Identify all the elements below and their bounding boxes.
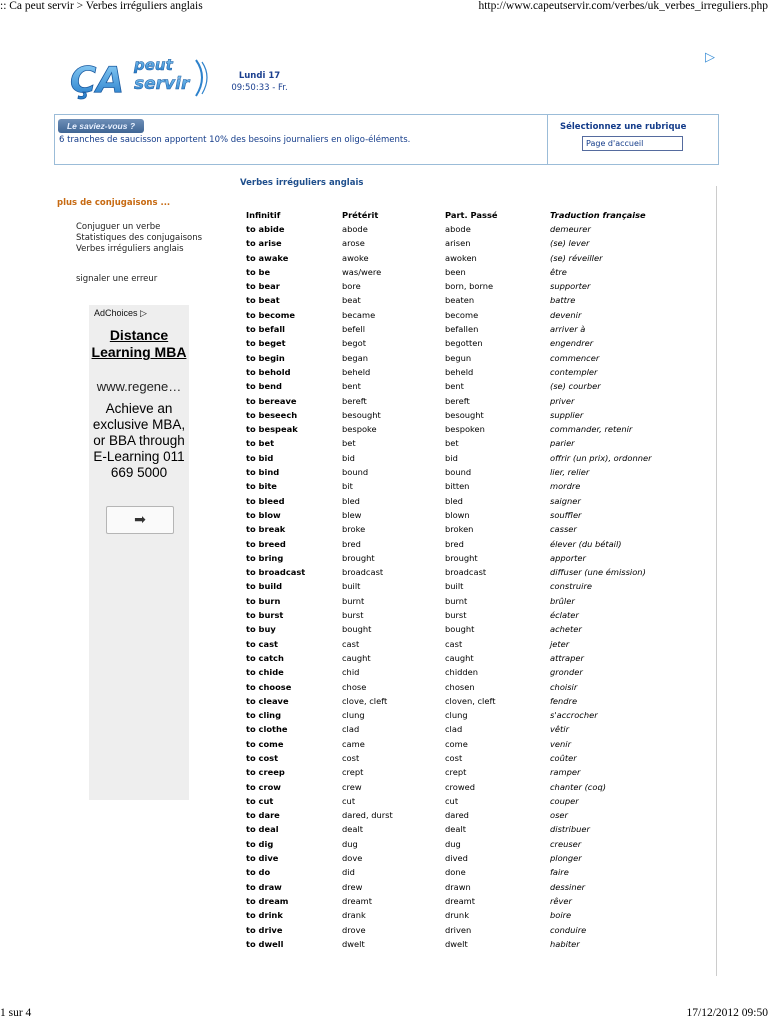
sidebar-ad[interactable]	[89, 305, 189, 800]
ad-headline[interactable]: Distance Learning MBA	[91, 327, 187, 360]
current-time: 09:50:33 - Fr.	[231, 83, 288, 93]
table-body	[242, 222, 682, 951]
cell-traduction: fendre	[550, 695, 578, 706]
table-row	[242, 808, 682, 822]
cell-participe: dealt	[445, 824, 467, 835]
cell-preterit: abode	[342, 224, 368, 234]
cell-preterit: dealt	[342, 824, 364, 835]
table-row	[242, 279, 682, 293]
cell-participe: bought	[445, 624, 475, 635]
cell-participe: bereft	[445, 395, 470, 406]
cell-traduction: chanter (coq)	[550, 781, 606, 792]
table-row	[242, 351, 682, 365]
cell-traduction: lier, relier	[550, 467, 590, 478]
cell-preterit: cost	[342, 752, 360, 763]
cell-preterit: begot	[342, 338, 366, 349]
cell-traduction: couper	[550, 795, 579, 806]
cell-participe: built	[445, 581, 464, 592]
cell-participe: begotten	[445, 338, 483, 349]
cell-traduction: priver	[550, 395, 575, 406]
cell-traduction: demeurer	[550, 224, 591, 234]
cell-participe: driven	[445, 924, 472, 935]
table-row	[242, 765, 682, 779]
cell-traduction: faire	[550, 867, 569, 878]
cell-infinitif: to dig	[246, 838, 274, 849]
cell-participe: abode	[445, 224, 471, 234]
cell-traduction: acheter	[550, 624, 582, 635]
column-header-participe: Part. Passé	[445, 209, 498, 220]
table-row	[242, 780, 682, 794]
cell-traduction: choisir	[550, 681, 578, 692]
cell-participe: broadcast	[445, 567, 487, 578]
cell-preterit: burst	[342, 610, 364, 621]
table-row	[242, 465, 682, 479]
table-row	[242, 594, 682, 608]
cell-participe: born, borne	[445, 281, 494, 292]
table-row	[242, 537, 682, 551]
table-row	[242, 751, 682, 765]
cell-traduction: offrir (un prix), ordonner	[550, 452, 652, 463]
cell-traduction: venir	[550, 738, 571, 749]
cell-preterit: clung	[342, 710, 365, 721]
cell-preterit: besought	[342, 409, 381, 420]
table-row	[242, 365, 682, 379]
table-row	[242, 880, 682, 894]
cell-infinitif: to bet	[246, 438, 275, 449]
cell-traduction: (se) courber	[550, 381, 601, 392]
table-row	[242, 894, 682, 908]
cell-preterit: began	[342, 352, 368, 363]
cell-preterit: bore	[342, 281, 361, 292]
svg-text:ÇA: ÇA	[70, 60, 125, 101]
cell-traduction: parier	[550, 438, 575, 449]
cell-traduction: boire	[550, 910, 572, 921]
cell-traduction: saigner	[550, 495, 581, 506]
cell-participe: burnt	[445, 595, 468, 606]
did-you-know-fact: 6 tranches de saucisson apportent 10% des besoins journaliers en oligo-éléments.	[59, 135, 411, 145]
table-row	[242, 222, 682, 236]
svg-text:peut: peut	[134, 56, 173, 74]
cell-infinitif: to draw	[246, 881, 282, 892]
cell-preterit: beheld	[342, 366, 371, 377]
table-row	[242, 937, 682, 951]
cell-traduction: commander, retenir	[550, 424, 633, 435]
table-row	[242, 822, 682, 836]
cell-infinitif: to bereave	[246, 395, 297, 406]
cell-infinitif: to bite	[246, 481, 277, 492]
cell-infinitif: to deal	[246, 824, 279, 835]
cell-preterit: bought	[342, 624, 372, 635]
cell-infinitif: to come	[246, 738, 284, 749]
column-header-preterit: Prétérit	[342, 209, 379, 220]
cell-infinitif: to bleed	[246, 495, 285, 506]
cell-traduction: construire	[550, 581, 592, 592]
table-row	[242, 722, 682, 736]
table-row	[242, 551, 682, 565]
cell-traduction: vêtir	[550, 724, 569, 735]
cell-preterit: clove, cleft	[342, 695, 388, 706]
print-datetime: 17/12/2012 09:50	[686, 1007, 768, 1019]
cell-traduction: casser	[550, 524, 577, 535]
table-row	[242, 608, 682, 622]
cell-participe: drawn	[445, 881, 471, 892]
cell-traduction: supporter	[550, 281, 591, 292]
table-row	[242, 694, 682, 708]
cell-preterit: built	[342, 581, 361, 592]
table-row	[242, 737, 682, 751]
cell-participe: brought	[445, 552, 478, 563]
cell-preterit: became	[342, 309, 376, 320]
cell-participe: dreamt	[445, 895, 476, 906]
cell-infinitif: to break	[246, 524, 286, 535]
cell-participe: dwelt	[445, 938, 468, 949]
cell-participe: blown	[445, 509, 470, 520]
cell-infinitif: to do	[246, 867, 271, 878]
cell-participe: been	[445, 266, 466, 277]
cell-preterit: bereft	[342, 395, 367, 406]
table-row	[242, 708, 682, 722]
cell-infinitif: to drive	[246, 924, 283, 935]
cell-infinitif: to awake	[246, 252, 289, 263]
cell-participe: cut	[445, 795, 459, 806]
cell-participe: beaten	[445, 295, 475, 306]
table-row	[242, 251, 682, 265]
cell-preterit: broke	[342, 524, 366, 535]
table-row	[242, 622, 682, 636]
cell-infinitif: to befall	[246, 324, 286, 335]
cell-traduction: arriver à	[550, 324, 586, 335]
cell-infinitif: to blow	[246, 509, 281, 520]
cell-preterit: bled	[342, 495, 360, 506]
cell-preterit: bet	[342, 438, 356, 449]
cell-preterit: bound	[342, 467, 369, 478]
cell-traduction: devenir	[550, 309, 582, 320]
cell-infinitif: to catch	[246, 652, 284, 663]
cell-participe: cast	[445, 638, 463, 649]
table-row	[242, 322, 682, 336]
cell-infinitif: to clothe	[246, 724, 288, 735]
table-row	[242, 308, 682, 322]
cell-infinitif: to broadcast	[246, 567, 306, 578]
sidebar-link-statistiques[interactable]: Statistiques des conjugaisons	[76, 233, 203, 243]
print-url: http://www.capeutservir.com/verbes/uk_verbes_irreguliers.php	[478, 0, 768, 12]
cell-infinitif: to cling	[246, 710, 282, 721]
cell-infinitif: to burn	[246, 595, 281, 606]
cell-traduction: diffuser (une émission)	[550, 567, 646, 578]
cell-infinitif: to choose	[246, 681, 292, 692]
column-header-traduction: Traduction française	[550, 209, 646, 220]
cell-participe: bred	[445, 538, 464, 549]
cell-preterit: crew	[342, 781, 362, 792]
table-row	[242, 494, 682, 508]
cell-participe: come	[445, 738, 468, 749]
table-row	[242, 923, 682, 937]
cell-infinitif: to breed	[246, 538, 286, 549]
cell-preterit: came	[342, 738, 365, 749]
table-header-row	[242, 207, 682, 222]
cell-infinitif: to cast	[246, 638, 278, 649]
cell-infinitif: to beget	[246, 338, 286, 349]
table-row	[242, 479, 682, 493]
cell-participe: caught	[445, 652, 474, 663]
cell-infinitif: to arise	[246, 238, 282, 249]
cell-participe: bled	[445, 495, 463, 506]
cell-preterit: beat	[342, 295, 361, 306]
cell-preterit: dreamt	[342, 895, 373, 906]
cell-traduction: (se) lever	[550, 238, 590, 249]
cell-participe: bitten	[445, 481, 470, 492]
sidebar-links	[76, 222, 216, 255]
cell-participe: clung	[445, 710, 468, 721]
table-row	[242, 865, 682, 879]
cell-traduction: plonger	[550, 853, 582, 864]
cell-infinitif: to beat	[246, 295, 280, 306]
adchoices-triangle-icon[interactable]: ▷	[705, 50, 715, 65]
sidebar-link-verbes[interactable]: Verbes irréguliers anglais	[76, 244, 184, 254]
cell-preterit: drank	[342, 910, 366, 921]
cell-participe: cloven, cleft	[445, 695, 496, 706]
cell-participe: become	[445, 309, 479, 320]
cell-participe: done	[445, 867, 466, 878]
table-row	[242, 422, 682, 436]
cell-participe: beheld	[445, 366, 474, 377]
cell-infinitif: to creep	[246, 767, 285, 778]
cell-traduction: commencer	[550, 352, 600, 363]
cell-participe: bespoken	[445, 424, 485, 435]
cell-traduction: dessiner	[550, 881, 586, 892]
table-row	[242, 451, 682, 465]
cell-participe: bound	[445, 467, 472, 478]
cell-preterit: clad	[342, 724, 360, 735]
sidebar-link-conjuguer[interactable]: Conjuguer un verbe	[76, 222, 161, 232]
cell-traduction: élever (du bétail)	[550, 538, 622, 549]
cell-traduction: jeter	[550, 638, 570, 649]
cell-infinitif: to dwell	[246, 938, 284, 949]
cell-preterit: dwelt	[342, 938, 365, 949]
table-row	[242, 665, 682, 679]
table-row	[242, 508, 682, 522]
cell-infinitif: to build	[246, 581, 283, 592]
cell-infinitif: to bid	[246, 452, 274, 463]
table-row	[242, 265, 682, 279]
table-row	[242, 293, 682, 307]
cell-preterit: awoke	[342, 252, 369, 263]
cell-preterit: caught	[342, 652, 371, 663]
cell-traduction: s'accrocher	[550, 710, 598, 721]
cell-preterit: cast	[342, 638, 360, 649]
table-row	[242, 436, 682, 450]
cell-infinitif: to be	[246, 266, 271, 277]
cell-participe: dug	[445, 838, 461, 849]
cell-infinitif: to bind	[246, 467, 280, 478]
table-row	[242, 522, 682, 536]
cell-traduction: apporter	[550, 552, 586, 563]
column-header-infinitif: Infinitif	[246, 209, 281, 220]
cell-participe: awoken	[445, 252, 477, 263]
cell-preterit: befell	[342, 324, 366, 335]
did-you-know-panel	[55, 115, 548, 164]
cell-preterit: bred	[342, 538, 361, 549]
irregular-verbs-table	[242, 207, 682, 951]
cell-infinitif: to bring	[246, 552, 284, 563]
cell-traduction: habiter	[550, 938, 580, 949]
table-row	[242, 651, 682, 665]
table-row	[242, 379, 682, 393]
cell-infinitif: to dream	[246, 895, 289, 906]
report-error-link[interactable]: signaler une erreur	[76, 274, 158, 284]
table-row	[242, 408, 682, 422]
cell-participe: broken	[445, 524, 474, 535]
cell-participe: besought	[445, 409, 484, 420]
table-row	[242, 637, 682, 651]
cell-participe: arisen	[445, 238, 471, 249]
cell-traduction: conduire	[550, 924, 587, 935]
cell-preterit: dove	[342, 853, 363, 864]
cell-participe: dared	[445, 810, 469, 821]
cell-traduction: battre	[550, 295, 576, 306]
cell-traduction: être	[550, 266, 567, 277]
cell-traduction: engendrer	[550, 338, 594, 349]
cell-infinitif: to behold	[246, 366, 291, 377]
cell-preterit: dared, durst	[342, 810, 393, 821]
cell-preterit: drew	[342, 881, 363, 892]
cell-preterit: drove	[342, 924, 366, 935]
cell-traduction: attraper	[550, 652, 584, 663]
cell-preterit: cut	[342, 795, 356, 806]
logo-icon	[68, 52, 218, 102]
table-row	[242, 794, 682, 808]
cell-traduction: mordre	[550, 481, 581, 492]
cell-participe: bent	[445, 381, 464, 392]
cell-preterit: bit	[342, 481, 353, 492]
cell-infinitif: to chide	[246, 667, 284, 678]
cell-infinitif: to crow	[246, 781, 281, 792]
adchoices-label[interactable]: AdChoices ▷	[94, 308, 147, 318]
cell-traduction: rêver	[550, 895, 572, 906]
cell-preterit: brought	[342, 552, 375, 563]
cell-preterit: burnt	[342, 595, 365, 606]
cell-participe: crowed	[445, 781, 476, 792]
cell-infinitif: to drink	[246, 910, 283, 921]
cell-infinitif: to begin	[246, 352, 285, 363]
cell-participe: cost	[445, 752, 463, 763]
cell-traduction: distribuer	[550, 824, 590, 835]
rubrique-label: Sélectionnez une rubrique	[560, 122, 687, 132]
cell-infinitif: to bespeak	[246, 424, 298, 435]
cell-infinitif: to become	[246, 309, 296, 320]
cell-preterit: dug	[342, 838, 358, 849]
cell-infinitif: to bend	[246, 381, 282, 392]
cell-participe: befallen	[445, 324, 479, 335]
cell-traduction: souffler	[550, 509, 582, 520]
cell-participe: bet	[445, 438, 459, 449]
table-row	[242, 837, 682, 851]
cell-participe: begun	[445, 352, 472, 363]
ad-body: Achieve an exclusive MBA, or BBA through E-Learning 011 669 5000	[92, 401, 186, 480]
cell-traduction: contempler	[550, 366, 598, 377]
table-row	[242, 579, 682, 593]
cell-traduction: oser	[550, 810, 568, 821]
cell-participe: chidden	[445, 667, 479, 678]
date-time	[222, 70, 297, 94]
cell-participe: crept	[445, 767, 467, 778]
sidebar-title[interactable]: plus de conjugaisons ...	[57, 198, 171, 208]
cell-infinitif: to bear	[246, 281, 280, 292]
table-row	[242, 680, 682, 694]
cell-participe: drunk	[445, 910, 469, 921]
cell-preterit: bespoke	[342, 424, 377, 435]
table-row	[242, 336, 682, 350]
ad-url[interactable]: www.regene…	[96, 379, 182, 394]
cell-traduction: supplier	[550, 409, 584, 420]
cell-preterit: broadcast	[342, 567, 384, 578]
cell-infinitif: to cut	[246, 795, 274, 806]
did-you-know-badge: Le saviez-vous ?	[58, 119, 144, 133]
table-row	[242, 851, 682, 865]
site-logo[interactable]	[68, 52, 218, 102]
cell-preterit: chid	[342, 667, 360, 678]
current-date: Lundi 17	[238, 71, 281, 81]
cell-traduction: éclater	[550, 610, 579, 621]
table-row	[242, 565, 682, 579]
cell-infinitif: to dare	[246, 810, 280, 821]
print-header	[0, 0, 768, 16]
cell-infinitif: to buy	[246, 624, 276, 635]
table-row	[242, 394, 682, 408]
cell-traduction: brûler	[550, 595, 575, 606]
cell-participe: chosen	[445, 681, 475, 692]
cell-infinitif: to cleave	[246, 695, 289, 706]
svg-text:servir: servir	[134, 74, 190, 94]
cell-traduction: ramper	[550, 767, 581, 778]
cell-preterit: blew	[342, 509, 362, 520]
cell-preterit: was/were	[342, 266, 382, 277]
cell-traduction: gronder	[550, 667, 583, 678]
cell-participe: dived	[445, 853, 468, 864]
cell-traduction: creuser	[550, 838, 582, 849]
cell-preterit: chose	[342, 681, 367, 692]
page-title: Verbes irréguliers anglais	[240, 178, 364, 188]
cell-preterit: bent	[342, 381, 361, 392]
print-page-title: :: Ca peut servir > Verbes irréguliers anglais	[0, 0, 203, 12]
print-page-number: 1 sur 4	[0, 1007, 32, 1019]
cell-infinitif: to beseech	[246, 409, 298, 420]
cell-preterit: bid	[342, 452, 355, 463]
content-divider	[716, 186, 717, 976]
cell-participe: clad	[445, 724, 463, 735]
rubrique-select[interactable]: Page d'accueil	[582, 136, 683, 151]
cell-infinitif: to cost	[246, 752, 279, 763]
cell-preterit: crept	[342, 767, 364, 778]
table-row	[242, 236, 682, 250]
info-bar	[54, 114, 719, 165]
arrow-right-icon[interactable]: ➡	[106, 506, 174, 534]
cell-traduction: (se) réveiller	[550, 252, 603, 263]
cell-infinitif: to burst	[246, 610, 284, 621]
cell-preterit: arose	[342, 238, 365, 249]
table-row	[242, 908, 682, 922]
cell-participe: bid	[445, 452, 458, 463]
cell-participe: burst	[445, 610, 467, 621]
cell-traduction: coûter	[550, 752, 577, 763]
cell-infinitif: to dive	[246, 853, 279, 864]
cell-infinitif: to abide	[246, 224, 285, 234]
cell-preterit: did	[342, 867, 355, 878]
